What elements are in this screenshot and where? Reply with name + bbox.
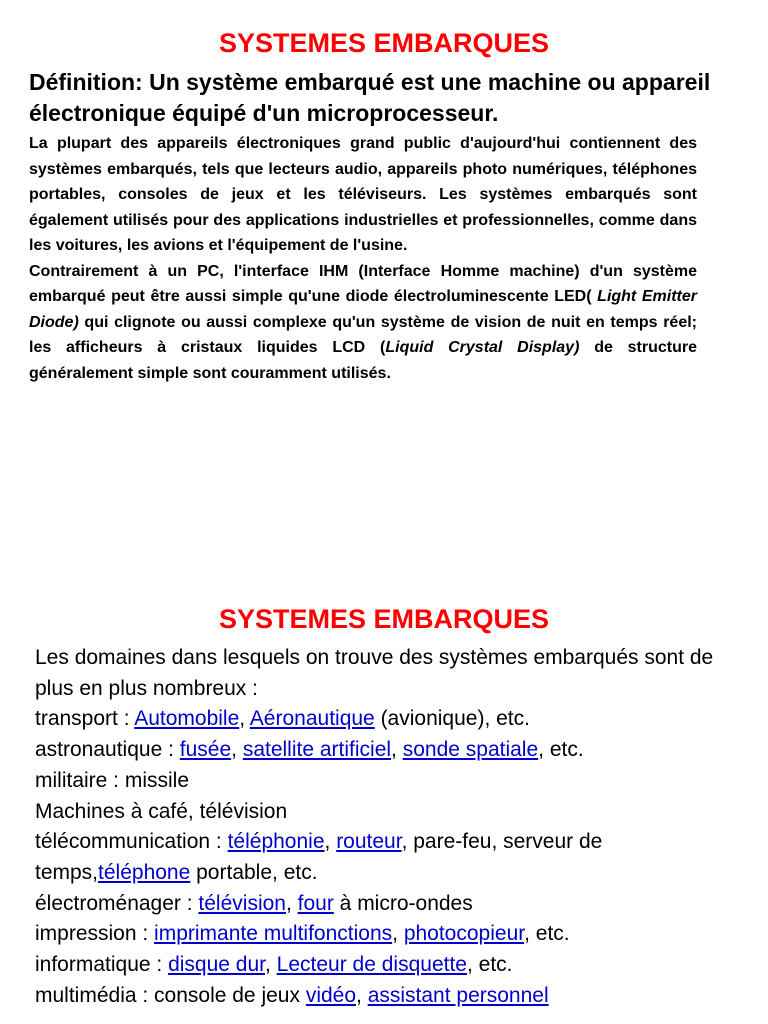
list-item-label: impression : (35, 922, 155, 946)
list-item-temps (35, 858, 755, 889)
led-expansion: Light Emitter Diode) (29, 288, 697, 331)
list-item-label: multimédia : console de jeux (35, 983, 306, 1007)
separator: , (239, 707, 250, 731)
link-satellite-artificiel[interactable]: satellite artificiel (242, 738, 392, 762)
list-item-label: électroménager : (35, 891, 199, 915)
paragraph-2-part-e: de structure généralement simple sont couramment utilisés. (29, 339, 697, 382)
list-item-informatique (35, 950, 755, 981)
separator: , (324, 830, 337, 854)
separator: , (391, 738, 403, 762)
paragraph-2 (29, 259, 697, 387)
link-routeur[interactable]: routeur (336, 830, 402, 854)
link-telephone[interactable]: téléphone (98, 860, 191, 884)
list-item-multimedia (35, 981, 755, 1012)
list-item-label: informatique : (35, 953, 169, 977)
domain-list (35, 643, 755, 1011)
link-video[interactable]: vidéo (305, 983, 357, 1007)
list-item-astronautique (35, 735, 755, 766)
separator: , (392, 922, 404, 946)
list-item-label: télécommunication : (35, 830, 228, 854)
list-item-telecommunication (35, 827, 755, 858)
separator: , (231, 738, 243, 762)
link-lecteur-de-disquette[interactable]: Lecteur de disquette (276, 953, 467, 977)
slide-1-title: SYSTEMES EMBARQUES (218, 28, 550, 58)
link-assistant-personnel[interactable]: assistant personnel (367, 983, 549, 1007)
link-aeronautique[interactable]: Aéronautique (249, 707, 375, 731)
list-item-suffix: (avionique), etc. (374, 707, 530, 731)
list-item-suffix: à micro-ondes (333, 891, 473, 915)
list-item-label: temps, (35, 860, 99, 884)
lcd-expansion: Liquid Crystal Display) (385, 339, 580, 356)
link-four[interactable]: four (297, 891, 334, 915)
separator: , (356, 983, 368, 1007)
paragraph-1: La plupart des appareils électroniques grand public d'aujourd'hui contiennent des systèmes embarqués, tels que lecteurs audio, appareils photo numériques, téléphones portables, consoles de jeux et les téléviseurs. Les systèmes embarqués sont également utilisés pour des applications industrielles et professionnelles, comme dans les voitures, les avions et l'équipement de l'usine. (29, 135, 697, 254)
link-television[interactable]: télévision (198, 891, 286, 915)
list-item-transport (35, 704, 755, 735)
list-item-machines: Machines à café, télévision (35, 799, 288, 823)
link-fusee[interactable]: fusée (179, 738, 232, 762)
list-item-suffix: , pare-feu, serveur de (401, 830, 603, 854)
link-photocopieur[interactable]: photocopieur (403, 922, 525, 946)
link-telephonie[interactable]: téléphonie (227, 830, 325, 854)
link-sonde-spatiale[interactable]: sonde spatiale (402, 738, 539, 762)
slide-2 (0, 590, 768, 1024)
slide-2-title: SYSTEMES EMBARQUES (218, 604, 550, 634)
list-item-label: transport : (35, 707, 135, 731)
list-item-impression (35, 919, 755, 950)
link-disque-dur[interactable]: disque dur (168, 953, 265, 977)
separator: , (285, 891, 298, 915)
paragraph-2-part-c: qui clignote ou aussi complexe qu'un système de vision de nuit en temps réel; les afficheurs à cristaux liquides LCD ( (29, 313, 697, 356)
intro-text: Les domaines dans lesquels on trouve des systèmes embarqués sont de plus en plus nombreux : (35, 646, 714, 700)
list-item-label: astronautique : (35, 738, 180, 762)
paragraph-2-part-a: Contrairement à un PC, l'interface IHM (Interface Homme machine) d'un système embarqué peut être aussi simple qu'une diode électroluminescente LED( (29, 262, 697, 305)
link-automobile[interactable]: Automobile (134, 707, 240, 731)
list-item-suffix: , etc. (538, 738, 584, 762)
link-imprimante-multifonctions[interactable]: imprimante multifonctions (154, 922, 393, 946)
list-item-suffix: portable, etc. (190, 860, 318, 884)
list-item-suffix: , etc. (524, 922, 570, 946)
separator: , (265, 953, 277, 977)
list-item-suffix: , etc. (466, 953, 513, 977)
list-item-militaire: militaire : missile (35, 768, 190, 792)
definition-text: Définition: Un système embarqué est une machine ou appareil électronique équipé d'un microprocesseur. (29, 69, 711, 126)
list-item-electromenager (35, 889, 755, 920)
body-text (29, 131, 697, 386)
